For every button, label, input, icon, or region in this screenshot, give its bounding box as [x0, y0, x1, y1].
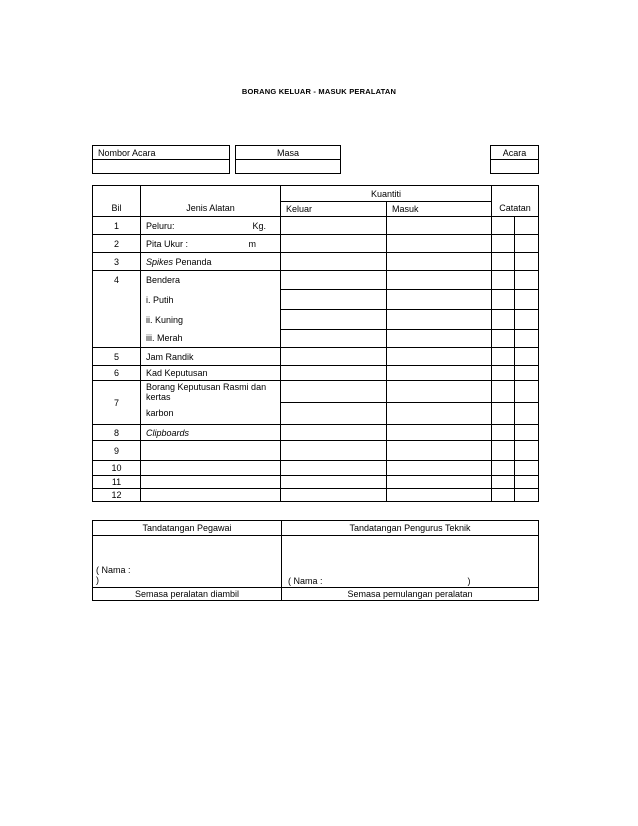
catatan-cell[interactable] [492, 403, 515, 425]
catatan-cell[interactable] [515, 253, 539, 271]
row-jenis: Bendera [141, 271, 281, 290]
keluar-cell[interactable] [281, 253, 387, 271]
row-jenis [141, 253, 281, 271]
pegawai-signature-box[interactable] [93, 536, 282, 588]
table-row [93, 253, 539, 271]
masuk-cell[interactable] [387, 253, 492, 271]
pegawai-signature-header: Tandatangan Pegawai [93, 521, 282, 536]
acara-label: Acara [491, 146, 539, 160]
item-name-italic: Spikes [146, 256, 174, 267]
row-bil: 12 [93, 489, 141, 502]
catatan-cell[interactable] [492, 425, 515, 441]
row-bil: 3 [93, 253, 141, 271]
signature-table [92, 520, 539, 601]
table-row [93, 217, 539, 235]
masuk-cell[interactable] [387, 476, 492, 489]
catatan-cell[interactable] [492, 217, 515, 235]
pengurus-signature-box[interactable] [282, 536, 539, 588]
keluar-cell[interactable] [281, 235, 387, 253]
row-jenis: Kad Keputusan [141, 366, 281, 381]
catatan-cell[interactable] [515, 217, 539, 235]
table-row [93, 441, 539, 461]
catatan-cell[interactable] [492, 461, 515, 476]
masuk-cell[interactable] [387, 425, 492, 441]
catatan-cell[interactable] [492, 441, 515, 461]
keluar-cell[interactable] [281, 476, 387, 489]
pengurus-signature-header: Tandatangan Pengurus Teknik [282, 521, 539, 536]
catatan-cell[interactable] [492, 271, 515, 290]
table-row [93, 290, 539, 310]
table-row [93, 310, 539, 330]
pegawai-nama-open: ( Nama : [96, 565, 131, 575]
pengurus-nama-close: ) [467, 576, 471, 586]
table-row [93, 271, 539, 290]
masuk-cell[interactable] [387, 489, 492, 502]
form-title: BORANG KELUAR - MASUK PERALATAN [241, 87, 397, 96]
catatan-cell[interactable] [492, 310, 515, 330]
table-row [93, 381, 539, 403]
keluar-cell[interactable] [281, 425, 387, 441]
table-row [93, 461, 539, 476]
acara-field[interactable] [491, 160, 539, 174]
catatan-cell[interactable] [515, 348, 539, 366]
pegawai-signature-footer: Semasa peralatan diambil [93, 588, 282, 601]
nombor-acara-field[interactable] [93, 160, 230, 174]
row-jenis: Jam Randik [141, 348, 281, 366]
masuk-cell[interactable] [387, 290, 492, 310]
table-row [93, 366, 539, 381]
row-bil: 8 [93, 425, 141, 441]
masa-field[interactable] [236, 160, 341, 174]
row-jenis[interactable] [141, 441, 281, 461]
masuk-cell[interactable] [387, 381, 492, 403]
catatan-cell[interactable] [515, 271, 539, 290]
keluar-cell[interactable] [281, 441, 387, 461]
row-jenis[interactable] [141, 476, 281, 489]
row-bil: 5 [93, 348, 141, 366]
catatan-cell[interactable] [492, 330, 515, 348]
keluar-cell[interactable] [281, 489, 387, 502]
keluar-cell[interactable] [281, 330, 387, 348]
catatan-cell[interactable] [492, 253, 515, 271]
catatan-cell[interactable] [515, 366, 539, 381]
masuk-cell[interactable] [387, 271, 492, 290]
item-name: Penanda [173, 256, 212, 267]
col-jenis-header: Jenis Alatan [141, 186, 281, 217]
row-bil: 9 [93, 441, 141, 461]
pegawai-nama-close: ) [96, 575, 99, 585]
keluar-cell[interactable] [281, 348, 387, 366]
row-bil: 6 [93, 366, 141, 381]
masuk-cell[interactable] [387, 403, 492, 425]
masa-label: Masa [236, 146, 341, 160]
col-masuk-header: Masuk [387, 202, 492, 217]
masuk-cell[interactable] [387, 461, 492, 476]
catatan-cell[interactable] [492, 476, 515, 489]
row-bil: 11 [93, 476, 141, 489]
catatan-cell[interactable] [492, 366, 515, 381]
item-name: Peluru: [146, 220, 175, 231]
catatan-cell[interactable] [515, 290, 539, 310]
keluar-cell[interactable] [281, 461, 387, 476]
catatan-cell[interactable] [492, 290, 515, 310]
row-bil: 10 [93, 461, 141, 476]
keluar-cell[interactable] [281, 271, 387, 290]
table-row [93, 425, 539, 441]
row-jenis: Clipboards [141, 425, 281, 441]
row-bil: 1 [93, 217, 141, 235]
row-jenis [141, 217, 281, 235]
catatan-cell[interactable] [515, 425, 539, 441]
row-jenis-sub: iii. Merah [141, 330, 281, 348]
catatan-cell[interactable] [515, 330, 539, 348]
catatan-cell[interactable] [515, 235, 539, 253]
equipment-table [92, 185, 539, 502]
table-row [93, 489, 539, 502]
row-bil: 2 [93, 235, 141, 253]
row-bil: 7 [93, 381, 141, 425]
catatan-cell[interactable] [515, 310, 539, 330]
catatan-cell[interactable] [515, 403, 539, 425]
row-jenis[interactable] [141, 461, 281, 476]
keluar-cell[interactable] [281, 217, 387, 235]
col-bil-header: Bil [93, 186, 141, 217]
table-row [93, 330, 539, 348]
col-catatan-header: Catatan [492, 186, 539, 217]
catatan-cell[interactable] [515, 381, 539, 403]
catatan-cell[interactable] [515, 441, 539, 461]
item-unit: Kg. [252, 220, 266, 231]
keluar-cell[interactable] [281, 290, 387, 310]
catatan-cell[interactable] [492, 489, 515, 502]
pengurus-signature-footer: Semasa pemulangan peralatan [282, 588, 539, 601]
row-bil: 4 [93, 271, 141, 348]
catatan-cell[interactable] [515, 461, 539, 476]
keluar-cell[interactable] [281, 366, 387, 381]
catatan-cell[interactable] [515, 476, 539, 489]
masuk-cell[interactable] [387, 348, 492, 366]
row-jenis-sub: ii. Kuning [141, 310, 281, 330]
masuk-cell[interactable] [387, 217, 492, 235]
row-jenis-sub: i. Putih [141, 290, 281, 310]
masuk-cell[interactable] [387, 366, 492, 381]
masuk-cell[interactable] [387, 330, 492, 348]
row-jenis-sub: karbon [141, 403, 281, 425]
catatan-cell[interactable] [515, 489, 539, 502]
col-kuantiti-header: Kuantiti [281, 186, 492, 202]
masuk-cell[interactable] [387, 310, 492, 330]
table-row [93, 403, 539, 425]
masuk-cell[interactable] [387, 441, 492, 461]
item-unit: m [248, 238, 256, 249]
item-name: Pita Ukur : [146, 238, 189, 249]
catatan-cell[interactable] [492, 381, 515, 403]
table-row [93, 235, 539, 253]
keluar-cell[interactable] [281, 403, 387, 425]
row-jenis: Borang Keputusan Rasmi dan kertas [141, 381, 281, 403]
table-row [93, 476, 539, 489]
catatan-cell[interactable] [492, 348, 515, 366]
row-jenis[interactable] [141, 489, 281, 502]
masuk-cell[interactable] [387, 235, 492, 253]
table-row [93, 348, 539, 366]
col-keluar-header: Keluar [281, 202, 387, 217]
keluar-cell[interactable] [281, 310, 387, 330]
catatan-cell[interactable] [492, 235, 515, 253]
row-jenis [141, 235, 281, 253]
nombor-acara-label: Nombor Acara [93, 146, 174, 160]
pengurus-nama-open: ( Nama : [288, 576, 323, 586]
keluar-cell[interactable] [281, 381, 387, 403]
header-fields-table [92, 145, 539, 174]
